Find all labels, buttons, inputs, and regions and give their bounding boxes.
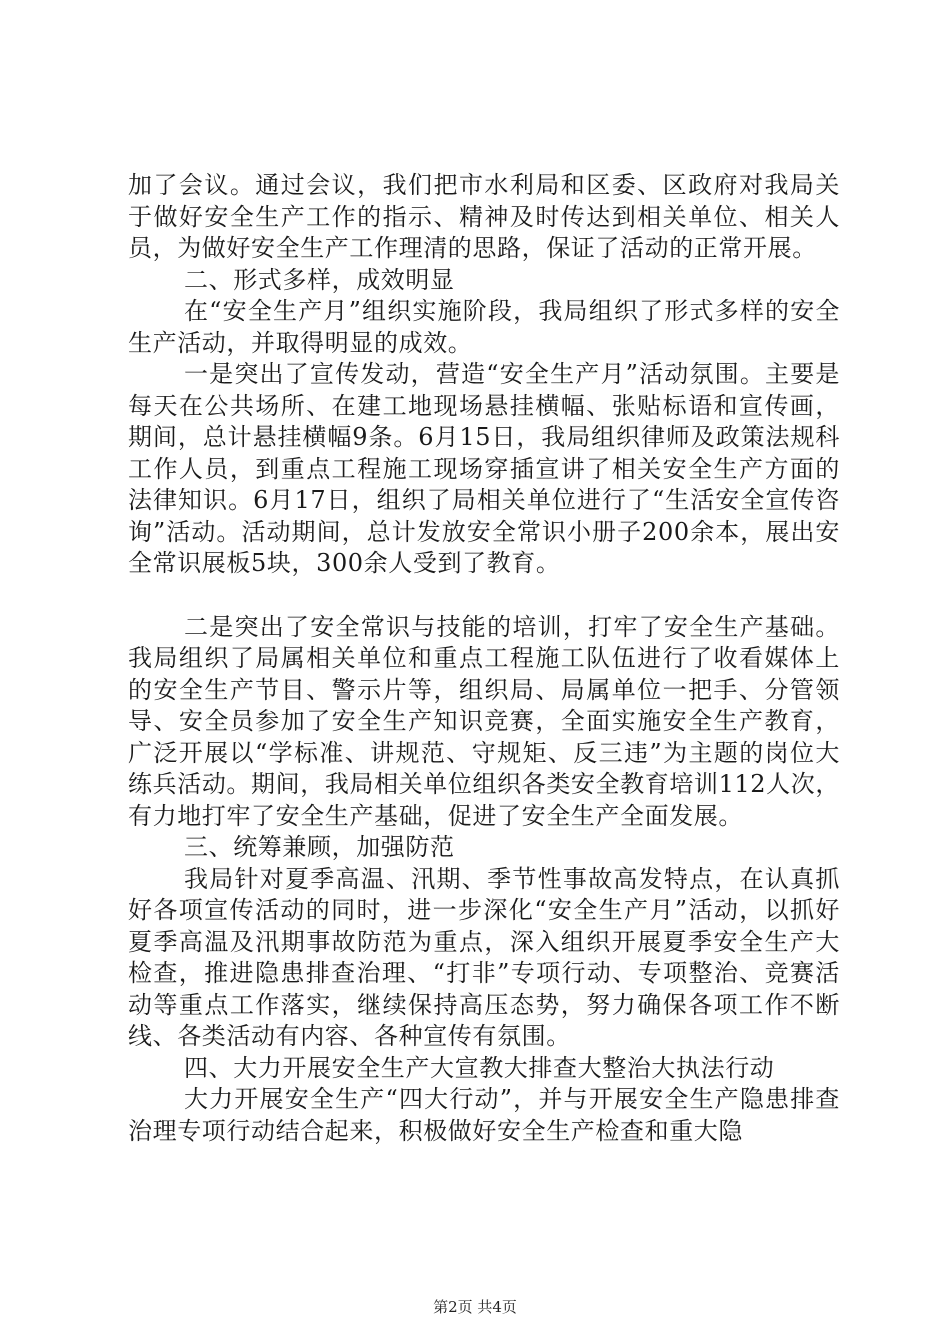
document-body xyxy=(128,170,840,1147)
section-heading-4: 四、大力开展安全生产大宣教大排查大整治大执法行动 xyxy=(184,1053,775,1082)
paragraph-spacer xyxy=(128,580,840,612)
paragraph-prevention: 我局针对夏季高温、汛期、季节性事故高发特点，在认真抓好各项宣传活动的同时，进一步深化“安全生产月”活动，以抓好夏季高温及汛期事故防范为重点，深入组织开展夏季安全生产大检查，推进隐患排查治理、“打非”专项行动、专项整治、竞赛活动等重点工作落实，继续保持高压态势，努力确保各项工作不断线、各类活动有内容、各种宣传有氛围。 xyxy=(128,864,840,1050)
paragraph-training: 二是突出了安全常识与技能的培训，打牢了安全生产基础。我局组织了局属相关单位和重点工程施工队伍进行了收看媒体上的安全生产节目、警示片等，组织局、局属单位一把手、分管领导、安全员参加了安全生产知识竞赛，全面实施安全生产教育，广泛开展以“学标准、讲规范、守规矩、反三违”为主题的岗位大练兵活动。期间，我局相关单位组织各类安全教育培训112人次，有力地打牢了安全生产基础，促进了安全生产全面发展。 xyxy=(128,612,840,830)
paragraph-four-actions: 大力开展安全生产“四大行动”，并与开展安全生产隐患排查治理专项行动结合起来，积极做好安全生产检查和重大隐 xyxy=(128,1085,840,1145)
page-number-footer: 第2页 共4页 xyxy=(433,1298,517,1316)
section-heading-2: 二、形式多样，成效明显 xyxy=(184,265,455,294)
paragraph-meeting-outcome: 加了会议。通过会议，我们把市水利局和区委、区政府对我局关于做好安全生产工作的指示、精神及时传达到相关单位、相关人员，为做好安全生产工作理清的思路，保证了活动的正常开展。 xyxy=(128,171,840,262)
section-heading-3: 三、统筹兼顾，加强防范 xyxy=(184,833,455,861)
paragraph-activities-intro: 在“安全生产月”组织实施阶段，我局组织了形式多样的安全生产活动，并取得明显的成效。 xyxy=(128,297,840,357)
paragraph-publicity: 一是突出了宣传发动，营造“安全生产月”活动氛围。主要是每天在公共场所、在建工地现场悬挂横幅、张贴标语和宣传画，期间，总计悬挂横幅9条。6月15日，我局组织律师及政策法规科工作人员，到重点工程施工现场穿插宣讲了相关安全生产方面的法律知识。6月17日，组织了局相关单位进行了“生活安全宣传咨询”活动。活动期间，总计发放安全常识小册子200余本，展出安全常识展板5块，300余人受到了教育。 xyxy=(128,360,840,577)
